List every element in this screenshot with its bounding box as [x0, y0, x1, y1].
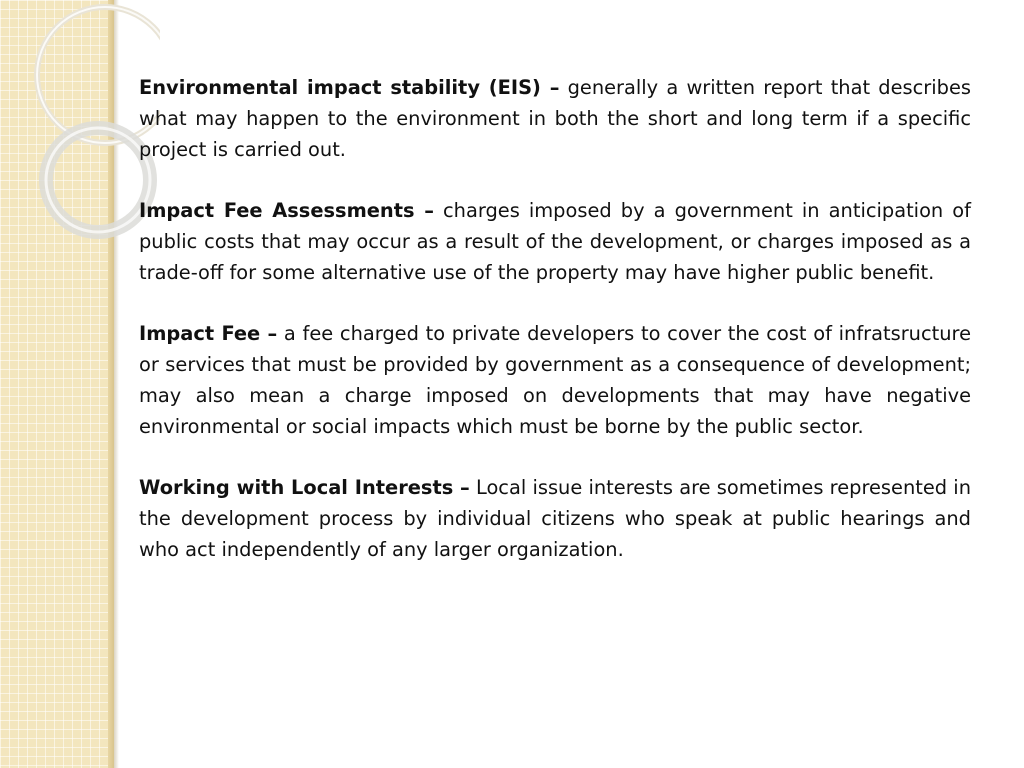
- term-eis: Environmental impact stability (EIS) –: [139, 76, 560, 99]
- term-impact-fee-assessments: Impact Fee Assessments –: [139, 199, 434, 223]
- definition-local-interests: Local issue interests are sometimes represented in the development process by individual citizens who speak at public hearings and who act independently of any larger organization.: [139, 476, 971, 561]
- definition-impact-fee-assessments: charges imposed by a government in anticipation of public costs that may occur as a result of the development, or charges imposed as a trade-off for some alternative use of the property may have higher public benefit.: [139, 199, 971, 284]
- definition-eis: generally a written report that describes what may happen to the environment in both the short and long term if a specific project is carried out.: [139, 76, 971, 161]
- definition-paragraph-impact-fee-assessments: [139, 196, 971, 288]
- definitions-text: [139, 73, 971, 597]
- definition-impact-fee: a fee charged to private developers to cover the cost of infratsructure or services that must be provided by government as a consequence of development; may also mean a charge imposed on developments that may have negative environmental or social impacts which must be borne by the public sector.: [139, 322, 972, 438]
- term-impact-fee: Impact Fee –: [139, 322, 278, 346]
- definition-paragraph-eis: [139, 73, 971, 165]
- decorative-rings: [0, 0, 160, 260]
- definition-paragraph-local-interests: [139, 473, 971, 565]
- definition-paragraph-impact-fee: [139, 319, 971, 442]
- term-local-interests: Working with Local Interests –: [139, 476, 470, 500]
